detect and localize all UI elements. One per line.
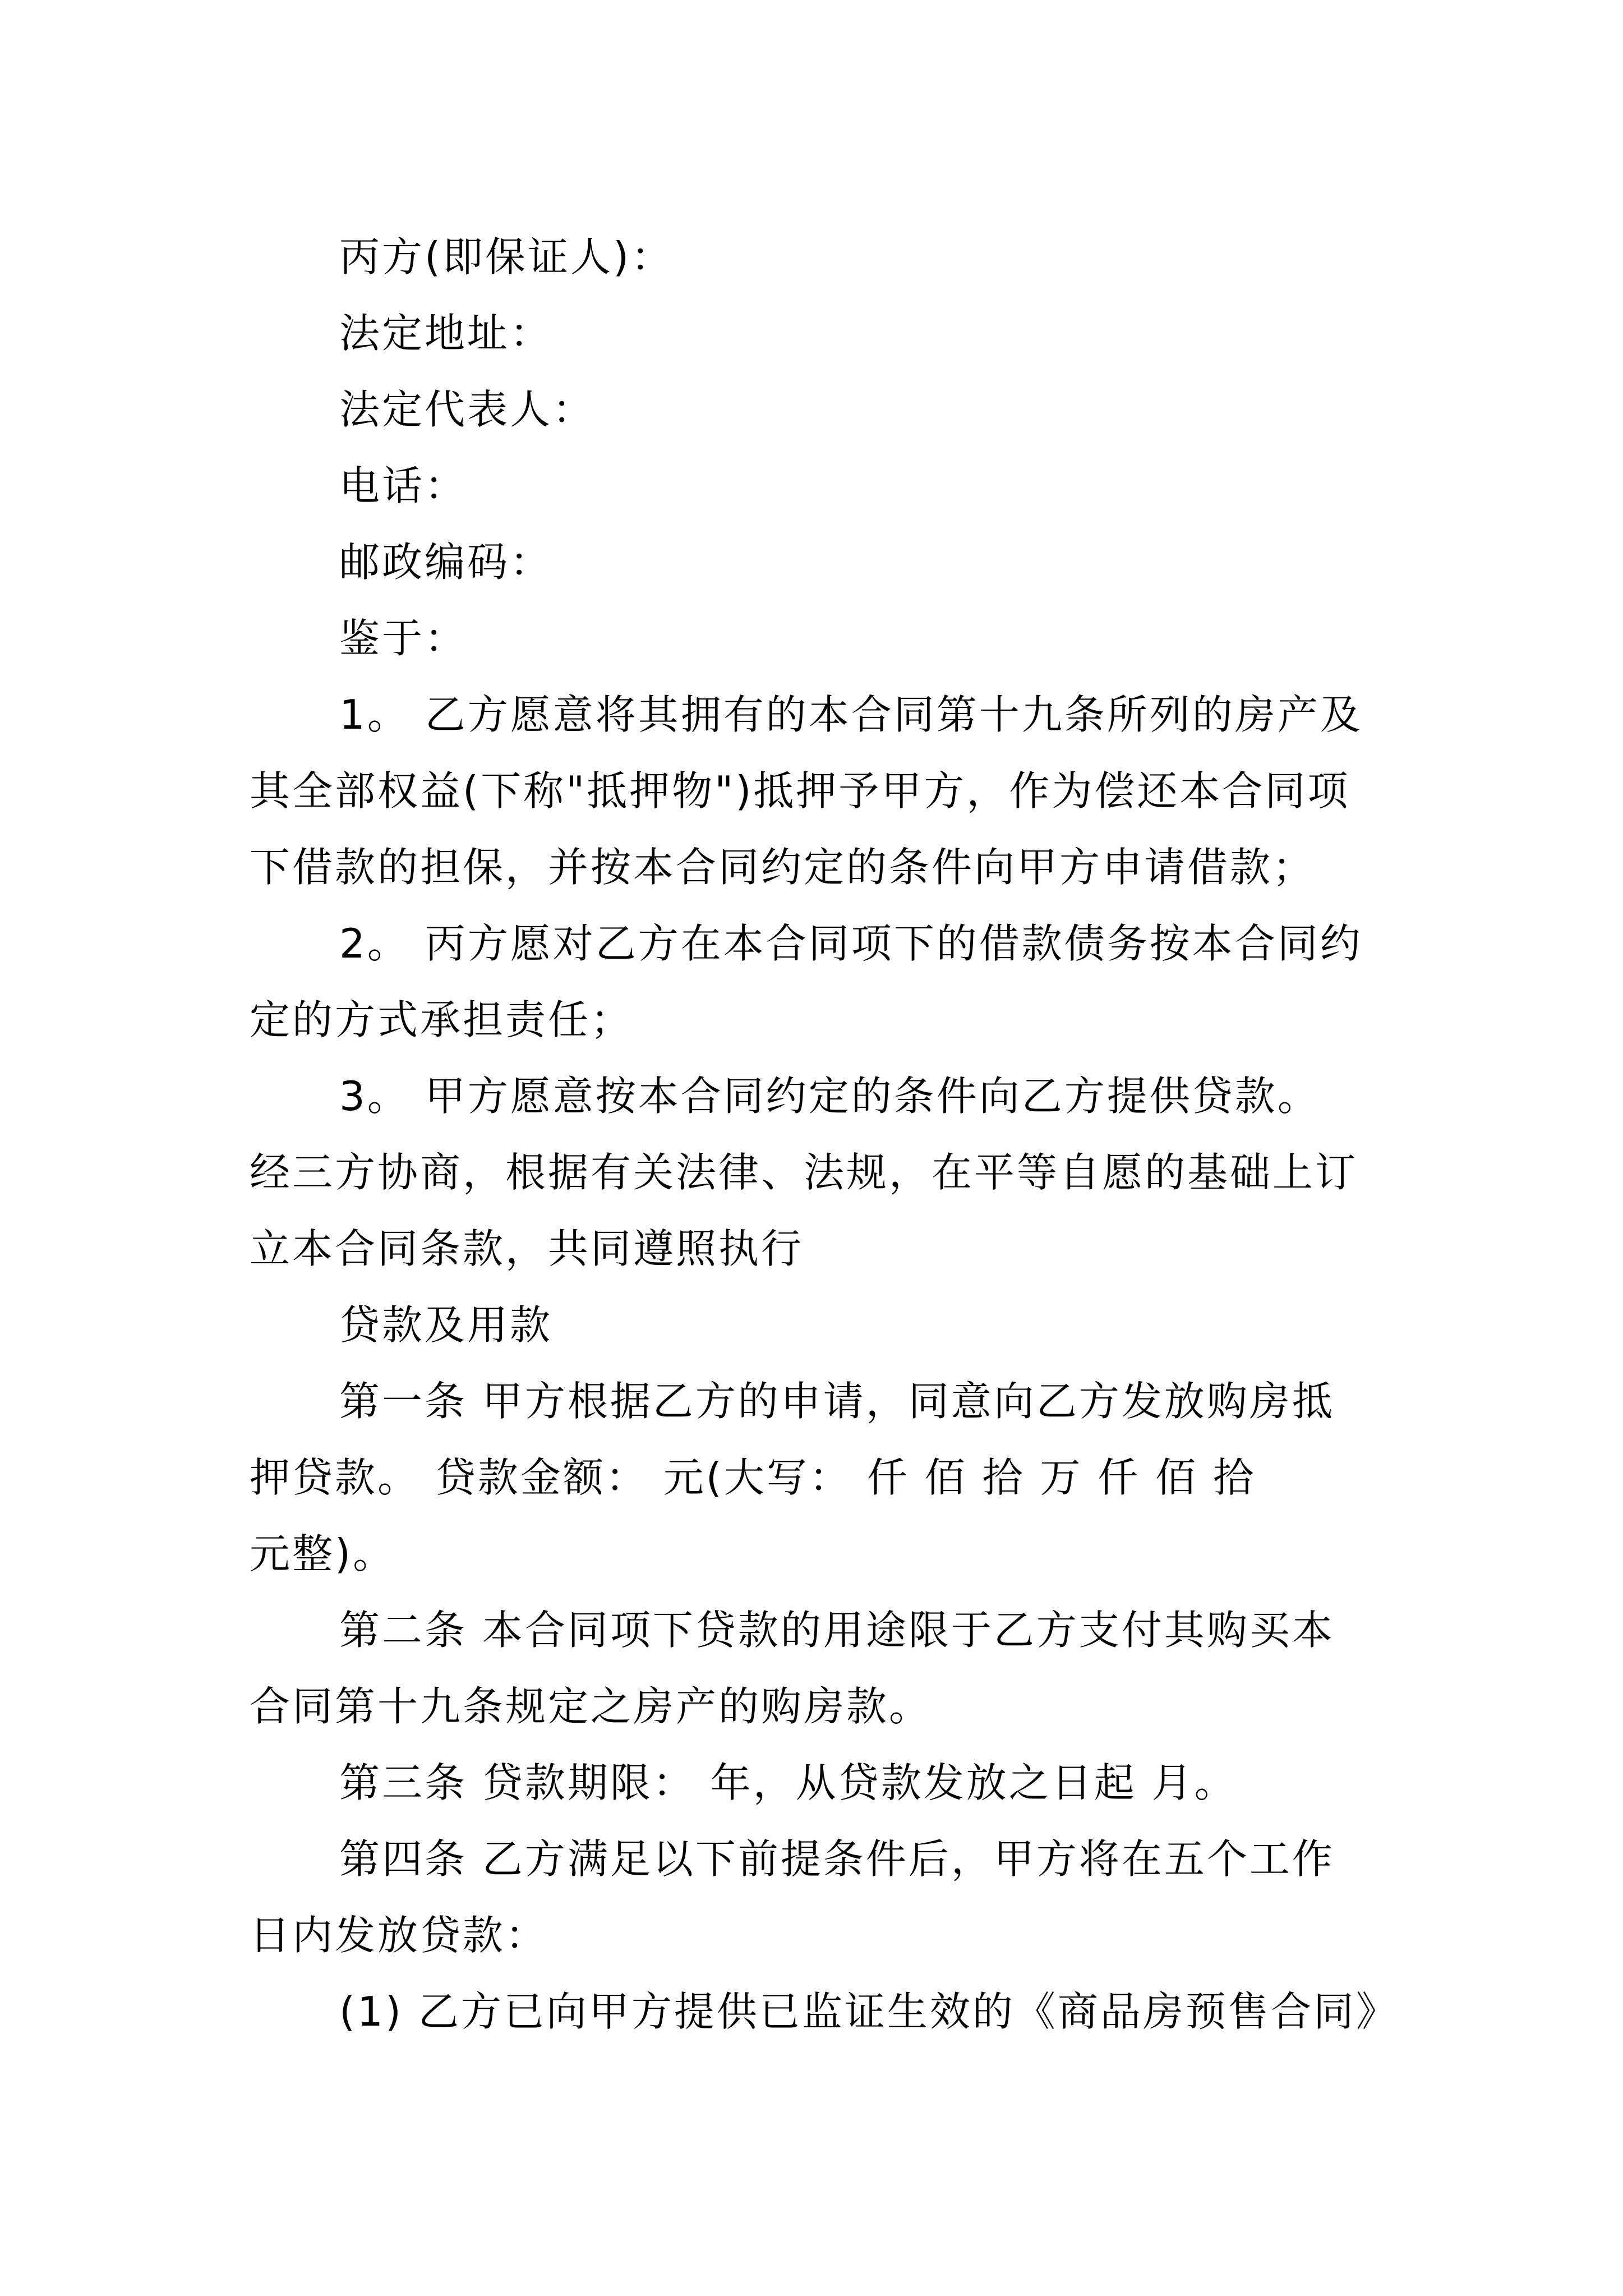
recital-3-line-3: 立本合同条款，共同遵照执行 [250,1225,804,1272]
recital-2-line-1: 2。 丙方愿对乙方在本合同项下的借款债务按本合同约 [339,920,1363,967]
recital-3-line-2: 经三方协商，根据有关法律、法规，在平等自愿的基础上订 [250,1149,1358,1196]
article-1-line-2: 押贷款。 贷款金额： 元(大写： 仟 佰 拾 万 仟 佰 拾 [250,1454,1256,1501]
legal-representative-field: 法定代表人： [339,386,596,433]
recital-1-line-3: 下借款的担保，并按本合同约定的条件向甲方申请借款； [250,844,1316,891]
recital-1-line-1: 1。 乙方愿意将其拥有的本合同第十九条所列的房产及 [339,691,1363,738]
article-1-line-3: 元整)。 [250,1530,396,1577]
article-1-line-1: 第一条 甲方根据乙方的申请，同意向乙方发放购房抵 [339,1378,1335,1425]
legal-address-field: 法定地址： [339,310,553,357]
document-body [250,219,1399,2050]
section-heading-loan: 贷款及用款 [339,1301,553,1349]
article-4-line-1: 第四条 乙方满足以下前提条件后，甲方将在五个工作 [339,1835,1335,1883]
article-2-line-1: 第二条 本合同项下贷款的用途限于乙方支付其购买本 [339,1607,1335,1654]
article-3-line-1: 第三条 贷款期限： 年，从贷款发放之日起 月。 [339,1759,1237,1806]
recital-2-line-2: 定的方式承担责任； [250,996,634,1043]
article-4-item-1: (1) 乙方已向甲方提供已监证生效的《商品房预售合同》 [339,1988,1399,2035]
article-2-line-2: 合同第十九条规定之房产的购房款。 [250,1683,932,1730]
recital-3-line-1: 3。 甲方愿意按本合同约定的条件向乙方提供贷款。 [339,1073,1320,1120]
phone-field: 电话： [339,462,468,509]
postal-code-field: 邮政编码： [339,539,553,586]
recital-1-line-2: 其全部权益(下称"抵押物")抵押予甲方，作为偿还本合同项 [250,767,1350,815]
party-c-heading: 丙方(即保证人)： [339,233,674,280]
article-4-line-2: 日内发放贷款： [250,1912,548,1959]
whereas-heading: 鉴于： [339,615,468,662]
